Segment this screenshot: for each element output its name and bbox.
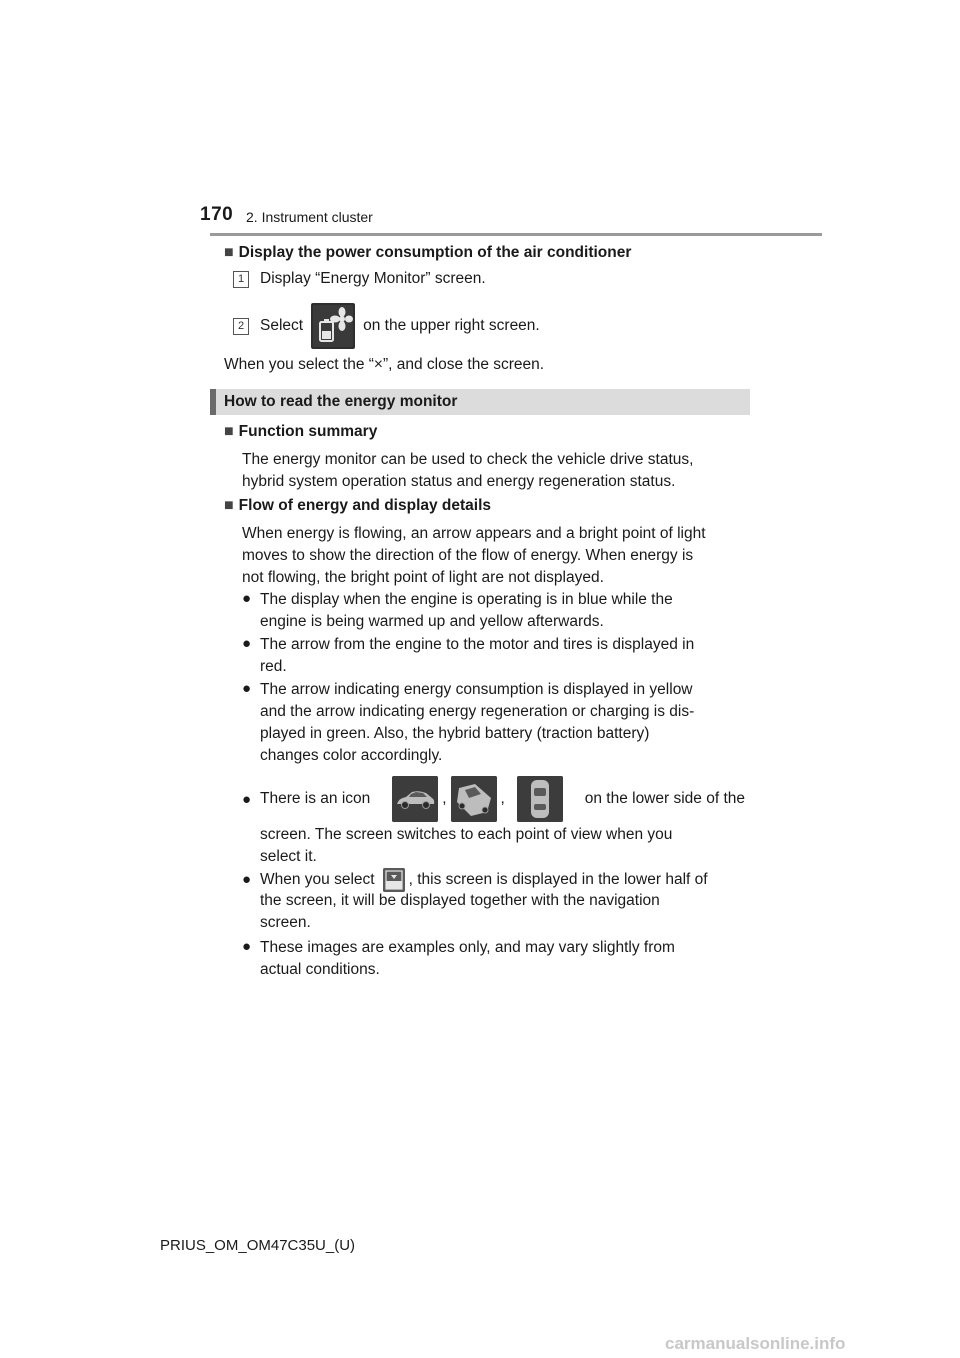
bullet-engine-color bbox=[260, 589, 745, 633]
view-icons-post-text: on the lower side of the bbox=[584, 790, 745, 807]
bullet-marker: ● bbox=[242, 635, 252, 652]
step-number-2: 2 bbox=[233, 318, 249, 335]
flow-title: Flow of energy and display details bbox=[238, 497, 492, 514]
text-line: engine is being warmed up and yellow afterwards. bbox=[260, 613, 604, 630]
lower-half-screen-icon[interactable] bbox=[383, 868, 405, 892]
bullet-marker: ● bbox=[242, 791, 252, 808]
document-code: PRIUS_OM_OM47C35U_(U) bbox=[160, 1237, 356, 1254]
square-marker: ■ bbox=[224, 423, 234, 440]
section-heading: How to read the energy monitor bbox=[210, 389, 750, 415]
text-line: select it. bbox=[260, 848, 317, 865]
step-2-row bbox=[260, 302, 540, 350]
view-icons-group bbox=[392, 776, 563, 822]
function-summary-heading bbox=[224, 423, 377, 441]
aircon-heading bbox=[224, 244, 631, 262]
bullet-marker: ● bbox=[242, 680, 252, 697]
flow-heading bbox=[224, 497, 491, 515]
side-view-car-icon[interactable] bbox=[392, 776, 438, 822]
view-icons-sep-2: , bbox=[500, 790, 505, 807]
bullet-view-icons-row bbox=[260, 775, 745, 823]
text-line: The energy monitor can be used to check the vehicle drive status, bbox=[242, 451, 694, 468]
function-summary-title: Function summary bbox=[238, 423, 378, 440]
text-line: changes color accordingly. bbox=[260, 747, 443, 764]
text-line: hybrid system operation status and energy regeneration status. bbox=[242, 473, 676, 490]
top-view-car-icon[interactable] bbox=[517, 776, 563, 822]
step-number-1: 1 bbox=[233, 271, 249, 288]
text-line: The arrow from the engine to the motor and tires is displayed in bbox=[260, 636, 695, 653]
text-line: not flowing, the bright point of light are not displayed. bbox=[242, 569, 604, 586]
aircon-heading-text: Display the power consumption of the air conditioner bbox=[238, 244, 632, 261]
watermark: carmanualsonline.info bbox=[665, 1334, 846, 1353]
text-line: These images are examples only, and may vary slightly from bbox=[260, 939, 675, 956]
text-line: moves to show the direction of the flow of energy. When energy is bbox=[242, 547, 694, 564]
view-icons-sep-1: , bbox=[442, 790, 447, 807]
bullet-consumption-colors bbox=[260, 679, 745, 767]
bullet-lower-half-continued bbox=[260, 890, 745, 934]
bullet-examples-note bbox=[260, 937, 745, 981]
lower-half-post-text: , this screen is displayed in the lower half of bbox=[408, 871, 708, 888]
text-line: When energy is flowing, an arrow appears and a bright point of light bbox=[242, 525, 706, 542]
flow-body bbox=[242, 523, 745, 589]
step-1-text: Display “Energy Monitor” screen. bbox=[260, 270, 486, 287]
bullet-view-icons-continued bbox=[260, 824, 745, 868]
angle-view-car-icon[interactable] bbox=[451, 776, 497, 822]
function-summary-body bbox=[242, 449, 745, 493]
text-line: The display when the engine is operating is in blue while the bbox=[260, 591, 673, 608]
lower-half-pre-text: When you select bbox=[260, 871, 375, 888]
view-icons-pre-text: There is an icon bbox=[260, 790, 371, 807]
bullet-arrow-red bbox=[260, 634, 745, 678]
text-line: screen. The screen switches to each point of view when you bbox=[260, 826, 673, 843]
text-line: The arrow indicating energy consumption is displayed in yellow bbox=[260, 681, 693, 698]
text-line: the screen, it will be displayed together with the navigation bbox=[260, 892, 660, 909]
square-marker: ■ bbox=[224, 497, 234, 514]
square-marker: ■ bbox=[224, 244, 234, 261]
step-2-select-text: Select bbox=[260, 317, 304, 334]
page-number: 170 bbox=[200, 204, 234, 225]
bullet-marker: ● bbox=[242, 938, 252, 955]
section-title: 2. Instrument cluster bbox=[246, 209, 373, 225]
text-line: red. bbox=[260, 658, 287, 675]
energy-aircon-icon[interactable] bbox=[311, 303, 355, 349]
text-line: actual conditions. bbox=[260, 961, 380, 978]
step-2-after-text: on the upper right screen. bbox=[363, 317, 540, 334]
text-line: played in green. Also, the hybrid battery (traction battery) bbox=[260, 725, 650, 742]
bullet-marker: ● bbox=[242, 871, 252, 888]
text-line: screen. bbox=[260, 914, 311, 931]
bullet-marker: ● bbox=[242, 590, 252, 607]
text-line: and the arrow indicating energy regeneration or charging is dis- bbox=[260, 703, 695, 720]
header-rule bbox=[210, 233, 822, 236]
close-note: When you select the “×”, and close the screen. bbox=[224, 356, 545, 373]
